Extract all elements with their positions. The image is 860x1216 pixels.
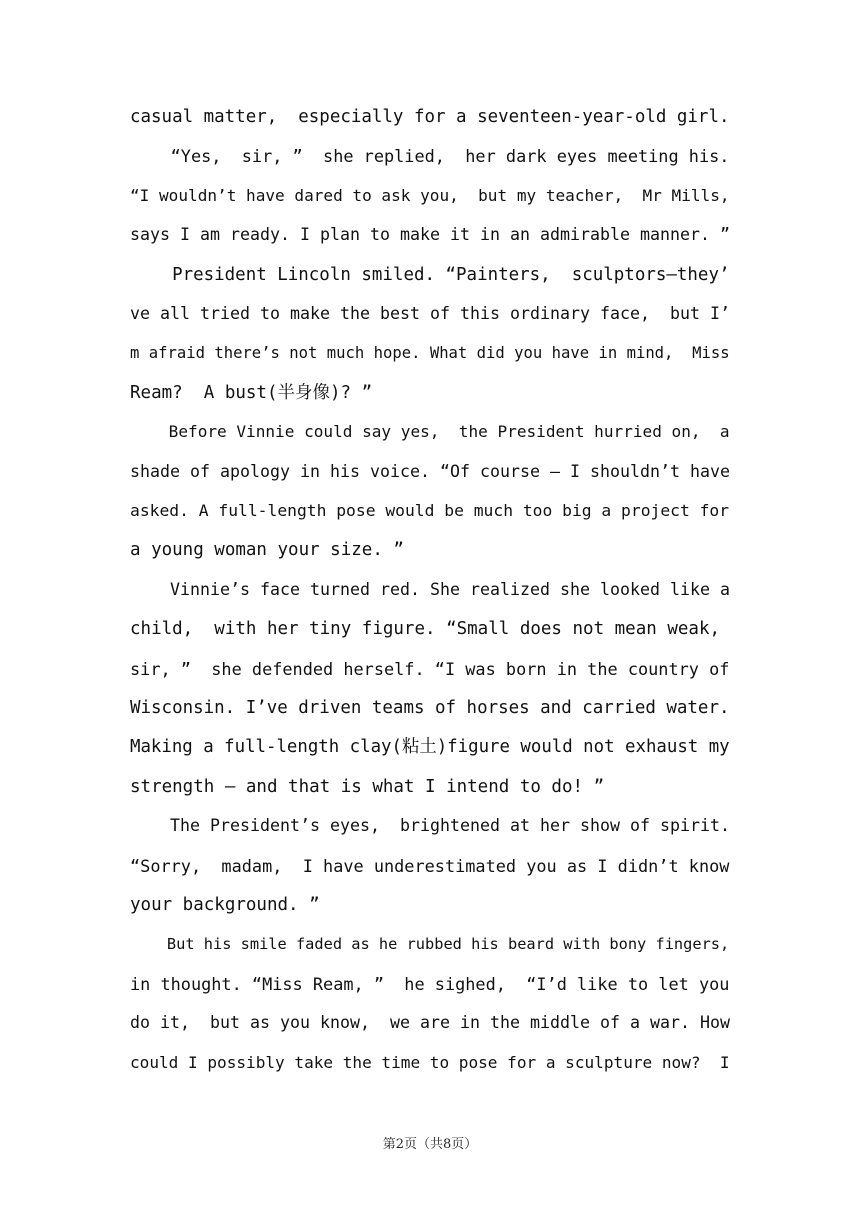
text-line: Ream? A bust(半身像)? ” [130, 382, 373, 403]
text-line: your background. ” [130, 895, 320, 915]
text-line: in thought. “Miss Ream, ” he sighed, “I’d like to let you [130, 973, 730, 994]
text-line: shade of apology in his voice. “Of course — I shouldn’t have [130, 461, 730, 481]
text-line: Vinnie’s face turned red. She realized she looked like a [130, 579, 730, 599]
text-line: m afraid there’s not much hope. What did you have in mind, Miss [130, 344, 730, 363]
text-line: President Lincoln smiled. “Painters, sculptors—they’ [130, 264, 730, 285]
text-line: “Sorry, madam, I have underestimated you as I didn’t know [130, 855, 730, 876]
text-line: “I wouldn’t have dared to ask you, but my teacher, Mr Mills, [130, 185, 730, 205]
text-line: asked. A full-length pose would be much too big a project for [130, 501, 730, 520]
text-line: casual matter, especially for a seventeen-year-old girl. [130, 107, 730, 127]
text-line: But his smile faded as he rubbed his beard with bony fingers, [130, 935, 730, 954]
text-line: a young woman your size. ” [130, 540, 404, 561]
text-line: Wisconsin. I’ve driven teams of horses and carried water. [130, 698, 730, 718]
page-footer: 第2页（共8页） [382, 1137, 478, 1152]
text-line: “Yes, sir, ” she replied, her dark eyes meeting his. [130, 146, 730, 167]
text-line: ve all tried to make the best of this ordinary face, but I’ [130, 304, 730, 323]
text-line: Before Vinnie could say yes, the President hurried on, a [130, 422, 730, 442]
text-line: do it, but as you know, we are in the middle of a war. How [130, 1013, 730, 1033]
text-line: sir, ” she defended herself. “I was born in the country of [130, 658, 730, 679]
text-line: Making a full-length clay(粘土)figure would not exhaust my [130, 737, 730, 758]
text-line: says I am ready. I plan to make it in an admirable manner. ” [130, 225, 730, 245]
text-line: The President’s eyes, brightened at her show of spirit. [130, 816, 730, 836]
text-line: child, with her tiny figure. “Small does not mean weak, [130, 619, 721, 640]
text-line: could I possibly take the time to pose for a sculpture now? I [130, 1052, 730, 1072]
text-line: strength — and that is what I intend to do! ” [130, 776, 605, 797]
